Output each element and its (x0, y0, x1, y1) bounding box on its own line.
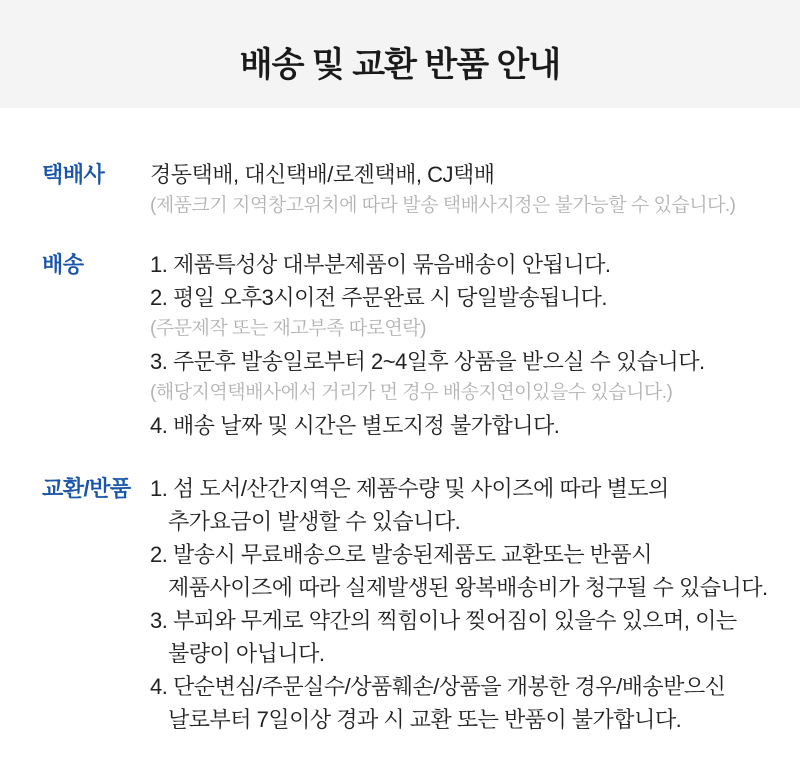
exchange-item-4-line-1: 4. 단순변심/주문실수/상품훼손/상품을 개봉한 경우/배송받으신 (150, 674, 726, 699)
shipping-section-label: 배송 (42, 252, 84, 277)
shipping-section-body (150, 248, 770, 442)
section-exchange (42, 472, 770, 736)
courier-note-text: (제품크기 지역창고위치에 따라 발송 택배사지정은 불가능할 수 있습니다.) (150, 195, 736, 216)
shipping-item-4: 4. 배송 날짜 및 시간은 별도지정 불가합니다. (150, 413, 560, 438)
exchange-item-2-line-1: 2. 발송시 무료배송으로 발송된제품도 교환또는 반품시 (150, 542, 652, 567)
shipping-item-1: 1. 제품특성상 대부분제품이 묶음배송이 안됩니다. (150, 252, 611, 277)
exchange-section-body (150, 472, 770, 736)
shipping-item-2: 2. 평일 오후3시이전 주문완료 시 당일발송됩니다. (150, 285, 608, 310)
section-shipping (42, 248, 770, 442)
courier-section-label: 택배사 (42, 162, 105, 187)
exchange-item-2-line-2: 제품사이즈에 따라 실제발생된 왕복배송비가 청구될 수 있습니다. (168, 575, 768, 600)
exchange-item-3-line-2: 불량이 아닙니다. (168, 641, 325, 666)
notice-header (0, 0, 800, 108)
page-title: 배송 및 교환 반품 안내 (239, 46, 561, 84)
notice-content (0, 108, 800, 736)
exchange-item-1-line-2: 추가요금이 발생할 수 있습니다. (168, 509, 461, 534)
shipping-note-1: (주문제작 또는 재고부족 따로연락) (150, 318, 426, 339)
courier-section-body (150, 158, 770, 222)
exchange-section-label: 교환/반품 (42, 476, 131, 501)
shipping-note-2: (해당지역택배사에서 거리가 먼 경우 배송지연이있을수 있습니다.) (150, 382, 673, 403)
exchange-item-1-line-1: 1. 섬 도서/산간지역은 제품수량 및 사이즈에 따라 별도의 (150, 476, 669, 501)
courier-companies-text: 경동택배, 대신택배/로젠택배, CJ택배 (150, 162, 495, 187)
section-courier (42, 158, 770, 222)
exchange-item-4-line-2: 날로부터 7일이상 경과 시 교환 또는 반품이 불가합니다. (168, 707, 682, 732)
shipping-item-3: 3. 주문후 발송일로부터 2~4일후 상품을 받으실 수 있습니다. (150, 349, 705, 374)
exchange-item-3-line-1: 3. 부피와 무게로 약간의 찍힘이나 찢어짐이 있을수 있으며, 이는 (150, 608, 737, 633)
